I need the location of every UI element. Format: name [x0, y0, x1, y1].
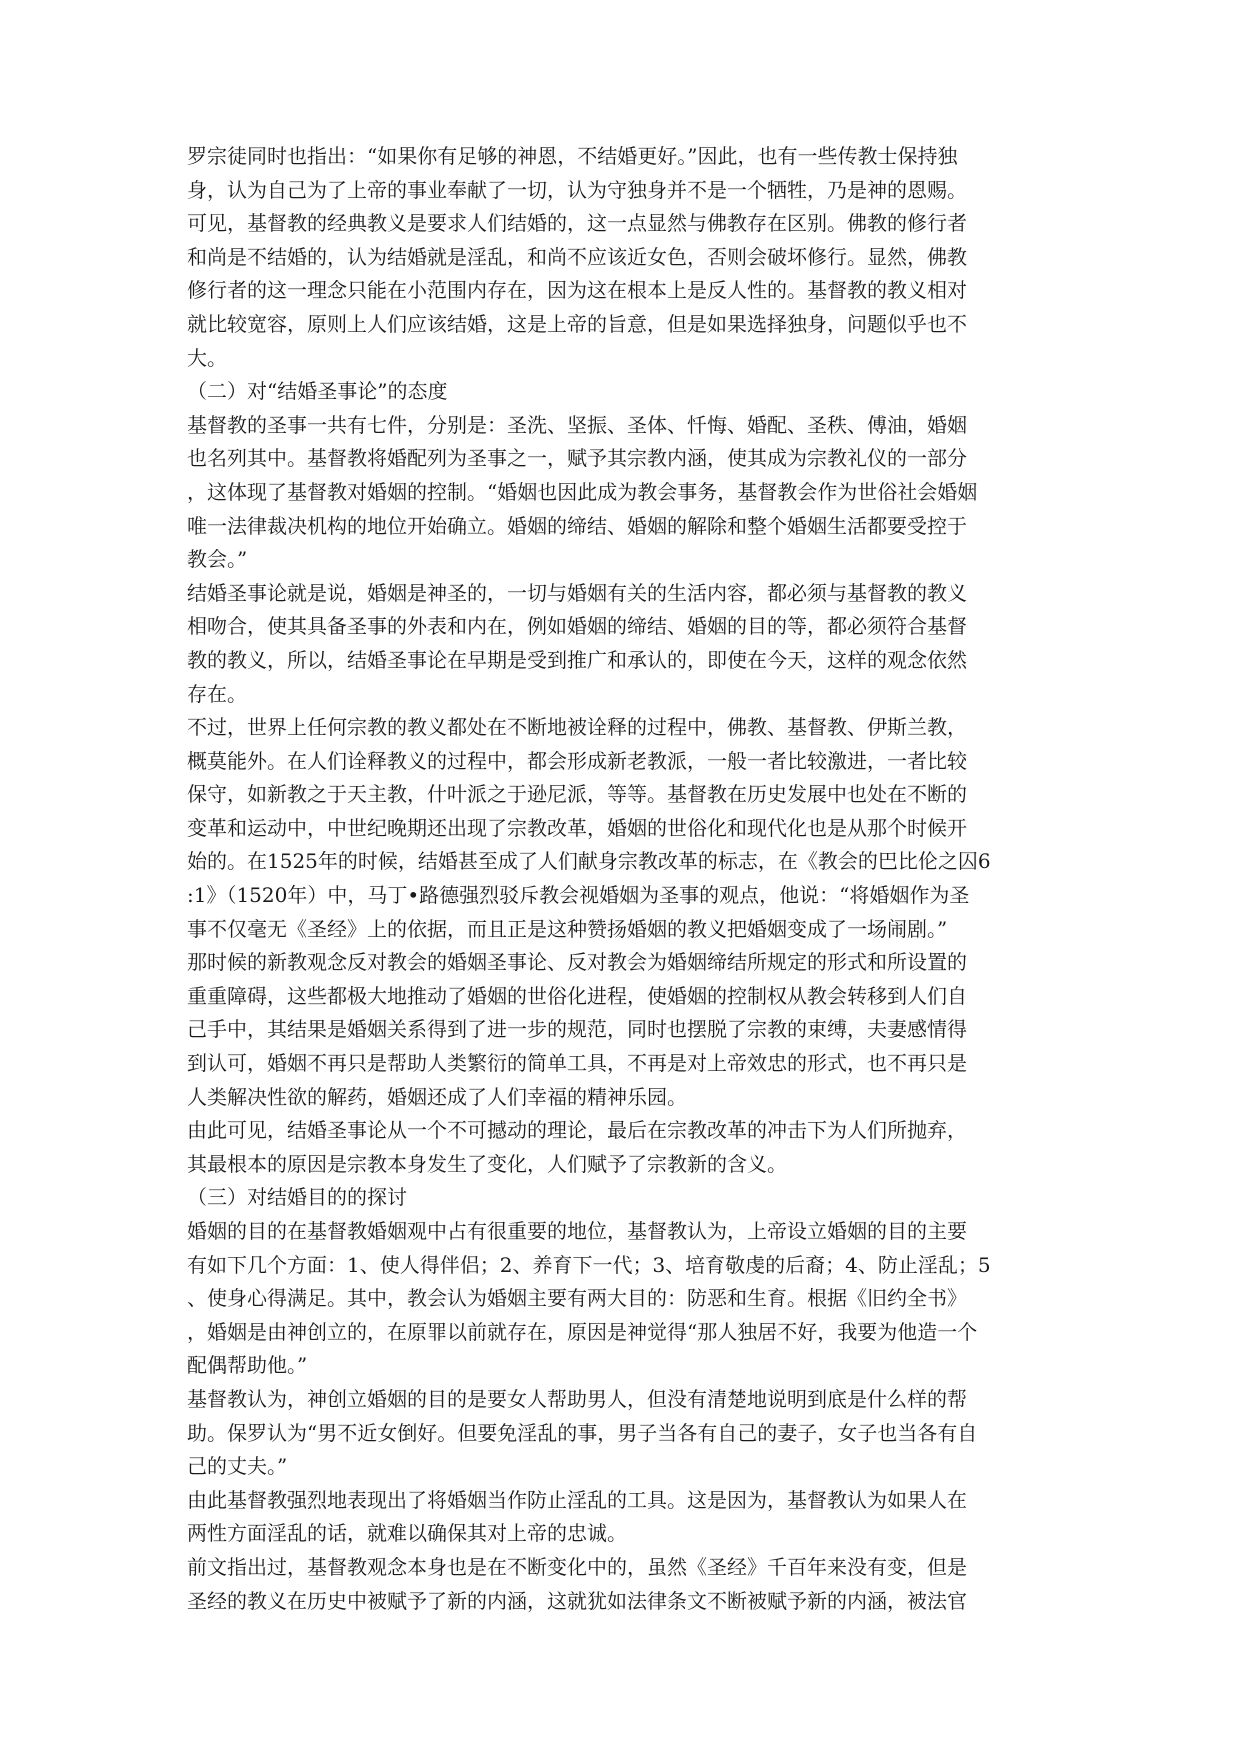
- text-line: 可见，基督教的经典教义是要求人们结婚的，这一点显然与佛教存在区别。佛教的修行者: [187, 211, 967, 236]
- text-line: 助。保罗认为“男不近女倒好。但要免淫乱的事，男子当各有自己的妻子，女子也当各有自: [187, 1420, 978, 1445]
- text-line: 教的教义，所以，结婚圣事论在早期是受到推广和承认的，即使在今天，这样的观念依然: [187, 647, 967, 672]
- text-line: 保守，如新教之于天主教，什叶派之于逊尼派，等等。基督教在历史发展中也处在不断的: [187, 782, 967, 807]
- text-line: 就比较宽容，原则上人们应该结婚，这是上帝的旨意，但是如果选择独身，问题似乎也不: [187, 311, 967, 336]
- text-line: 不过，世界上任何宗教的教义都处在不断地被诠释的过程中，佛教、基督教、伊斯兰教，: [187, 715, 967, 740]
- text-line: （二）对“结婚圣事论”的态度: [187, 379, 448, 404]
- text-line: 教会。”: [187, 547, 248, 572]
- text-line: 相吻合，使其具备圣事的外表和内在，例如婚姻的缔结、婚姻的目的等，都必须符合基督: [187, 614, 967, 639]
- text-line: ，婚姻是由神创立的，在原罪以前就存在，原因是神觉得“那人独居不好，我要为他造一个: [187, 1319, 978, 1344]
- text-line: 由此基督教强烈地表现出了将婚姻当作防止淫乱的工具。这是因为，基督教认为如果人在: [187, 1487, 967, 1512]
- paragraph: [187, 577, 1057, 711]
- text-line: 己手中，其结果是婚姻关系得到了进一步的规范，同时也摆脱了宗教的束缚，夫妻感情得: [187, 1017, 967, 1042]
- text-line: 圣经的教义在历史中被赋予了新的内涵，这就犹如法律条文不断被赋予新的内涵，被法官: [187, 1588, 967, 1613]
- text-line: 婚姻的目的在基督教婚姻观中占有很重要的地位，基督教认为，上帝设立婚姻的目的主要: [187, 1219, 967, 1243]
- text-line: 基督教认为，神创立婚姻的目的是要女人帮助男人，但没有清楚地说明到底是什么样的帮: [187, 1386, 967, 1411]
- paragraph: [187, 1215, 1057, 1383]
- text-line: 也名列其中。基督教将婚配列为圣事之一，赋予其宗教内涵，使其成为宗教礼仪的一部分: [187, 446, 967, 471]
- document-page: [187, 140, 1057, 1618]
- section-heading: [187, 1181, 1057, 1215]
- document-body: [187, 140, 1057, 1618]
- paragraph: [187, 140, 1057, 375]
- text-line: 和尚是不结婚的，认为结婚就是淫乱，和尚不应该近女色，否则会破坏修行。显然，佛教: [187, 244, 967, 269]
- text-line: 己的丈夫。”: [187, 1454, 288, 1479]
- text-line: 始的。在1525年的时候，结婚甚至成了人们献身宗教改革的标志，在《教会的巴比伦之囚6: [187, 849, 991, 874]
- text-line: 人类解决性欲的解药，婚姻还成了人们幸福的精神乐园。: [187, 1084, 687, 1109]
- text-line: 其最根本的原因是宗教本身发生了变化，人们赋予了宗教新的含义。: [187, 1151, 787, 1176]
- text-line: 到认可，婚姻不再只是帮助人类繁衍的简单工具，不再是对上帝效忠的形式，也不再只是: [187, 1051, 967, 1076]
- text-line: 罗宗徒同时也指出：“如果你有足够的神恩，不结婚更好。”因此，也有一些传教士保持独: [187, 144, 958, 168]
- paragraph: [187, 1383, 1057, 1484]
- text-line: 变革和运动中，中世纪晚期还出现了宗教改革，婚姻的世俗化和现代化也是从那个时候开: [187, 815, 967, 840]
- text-line: 唯一法律裁决机构的地位开始确立。婚姻的缔结、婚姻的解除和整个婚姻生活都要受控于: [187, 513, 967, 538]
- paragraph: [187, 711, 1057, 1114]
- text-line: 基督教的圣事一共有七件，分别是：圣洗、坚振、圣体、忏悔、婚配、圣秩、傅油，婚姻: [187, 412, 967, 437]
- text-line: 前文指出过，基督教观念本身也是在不断变化中的，虽然《圣经》千百年来没有变，但是: [187, 1554, 967, 1579]
- text-line: 两性方面淫乱的话，就难以确保其对上帝的忠诚。: [187, 1521, 627, 1546]
- paragraph: [187, 1484, 1057, 1551]
- text-line: 那时候的新教观念反对教会的婚姻圣事论、反对教会为婚姻缔结所规定的形式和所设置的: [187, 950, 967, 975]
- text-line: ，这体现了基督教对婚姻的控制。“婚姻也因此成为教会事务，基督教会作为世俗社会婚姻: [187, 479, 978, 504]
- text-line: 身，认为自己为了上帝的事业奉献了一切，认为守独身并不是一个牺牲，乃是神的恩赐。: [187, 177, 967, 202]
- text-line: 概莫能外。在人们诠释教义的过程中，都会形成新老教派，一般一者比较激进，一者比较: [187, 748, 967, 773]
- text-line: 事不仅毫无《圣经》上的依据，而且正是这种赞扬婚姻的教义把婚姻变成了一场闹剧。”: [187, 916, 948, 941]
- text-line: :1》（1520年）中，马丁•路德强烈驳斥教会视婚姻为圣事的观点，他说：“将婚姻作为圣: [187, 883, 970, 908]
- paragraph: [187, 409, 1057, 577]
- text-line: 结婚圣事论就是说，婚姻是神圣的，一切与婚姻有关的生活内容，都必须与基督教的教义: [187, 580, 967, 605]
- text-line: 存在。: [187, 681, 247, 706]
- text-line: 有如下几个方面：1、使人得伴侣；2、养育下一代；3、培育敬虔的后裔；4、防止淫乱；5: [187, 1252, 991, 1277]
- text-line: 大。: [187, 345, 227, 370]
- paragraph: [187, 1114, 1057, 1181]
- text-line: 配偶帮助他。”: [187, 1353, 308, 1378]
- text-line: （三）对结婚目的的探讨: [187, 1185, 407, 1210]
- text-line: 、使身心得满足。其中，教会认为婚姻主要有两大目的：防恶和生育。根据《旧约全书》: [187, 1286, 967, 1311]
- text-line: 重重障碍，这些都极大地推动了婚姻的世俗化进程，使婚姻的控制权从教会转移到人们自: [187, 983, 967, 1008]
- text-line: 修行者的这一理念只能在小范围内存在，因为这在根本上是反人性的。基督教的教义相对: [187, 278, 967, 303]
- section-heading: [187, 375, 1057, 409]
- paragraph: [187, 1551, 1057, 1618]
- text-line: 由此可见，结婚圣事论从一个不可撼动的理论，最后在宗教改革的冲击下为人们所抛弃，: [187, 1118, 967, 1143]
